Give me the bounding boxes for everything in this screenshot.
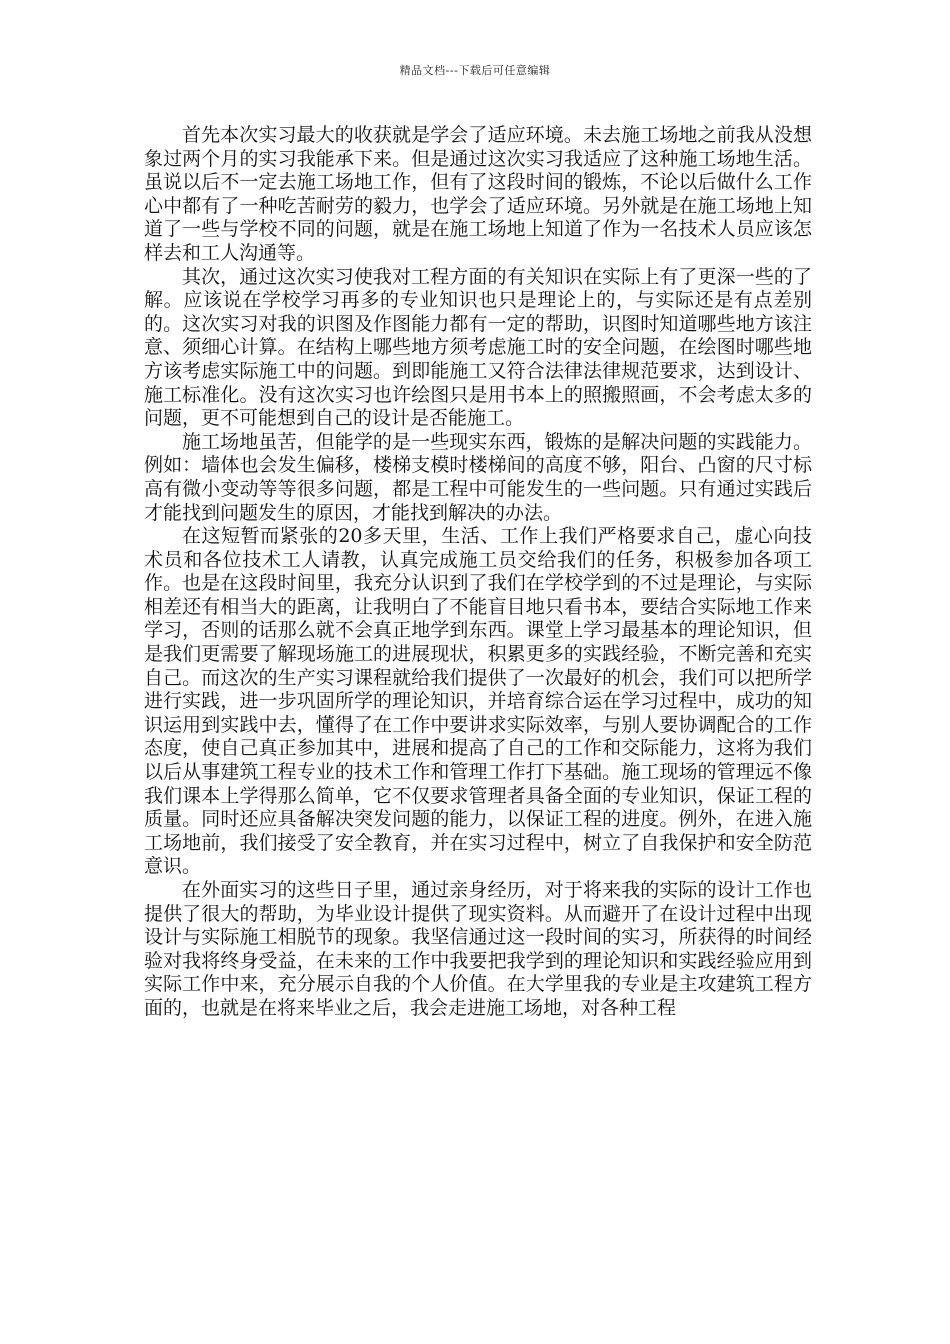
document-body bbox=[144, 124, 812, 1021]
paragraph-2: 其次，通过这次实习使我对工程方面的有关知识在实际上有了更深一些的了解。应该说在学校学习再多的专业知识也只是理论上的，与实际还是有点差别的。这次实习对我的识图及作图能力都有一定的帮助，识图时知道哪些地方该注意、须细心计算。在结构上哪些地方须考虑施工时的安全问题，在绘图时哪些地方该考虑实际施工中的问题。到即能施工又符合法律法律规范要求，达到设计、施工标准化。没有这次实习也许绘图只是用书本上的照搬照画，不会考虑太多的问题，更不可能想到自己的设计是否能施工。 bbox=[144, 265, 812, 430]
paragraph-3: 施工场地虽苦，但能学的是一些现实东西，锻炼的是解决问题的实践能力。例如：墙体也会发生偏移，楼梯支模时楼梯间的高度不够，阳台、凸窗的尺寸标高有微小变动等等很多问题，都是工程中可能发生的一些问题。只有通过实践后才能找到问题发生的原因，才能找到解决的办法。 bbox=[144, 430, 812, 524]
page-header: 精品文档---下载后可任意编辑 bbox=[399, 64, 551, 77]
paragraph-1: 首先本次实习最大的收获就是学会了适应环境。未去施工场地之前我从没想象过两个月的实习我能承下来。但是通过这次实习我适应了这种施工场地生活。虽说以后不一定去施工场地工作，但有了这段时间的锻炼，不论以后做什么工作心中都有了一种吃苦耐劳的毅力，也学会了适应环境。另外就是在施工场地上知道了一些与学校不同的问题，就是在施工场地上知道了作为一名技术人员应该怎样去和工人沟通等。 bbox=[144, 124, 812, 264]
paragraph-4: 在这短暂而紧张的20多天里，生活、工作上我们严格要求自己，虚心向技术员和各位技术工人请教，认真完成施工员交给我们的任务，积极参加各项工作。也是在这段时间里，我充分认识到了我们在学校学到的不过是理论，与实际相差还有相当大的距离，让我明白了不能盲目地只看书本，要结合实际地工作来学习，否则的话那么就不会真正地学到东西。课堂上学习最基本的理论知识，但是我们更需要了解现场施工的进展现状，积累更多的实践经验，不断完善和充实自己。而这次的生产实习课程就给我们提供了一次最好的机会，我们可以把所学进行实践，进一步巩固所学的理论知识，并培育综合运在学习过程中，成功的知识运用到实践中去，懂得了在工作中要讲求实际效率，与别人要协调配合的工作态度，使自己真正参加其中，进展和提高了自己的工作和交际能力，这将为我们以后从事建筑工程专业的技术工作和管理工作打下基础。施工现场的管理远不像我们课本上学得那么简单，它不仅要求管理者具备全面的专业知识，保证工程的质量。同时还应具备解决突发问题的能力，以保证工程的进度。例外，在进入施工场地前，我们接受了安全教育，并在实习过程中，树立了自我保护和安全防范意识。 bbox=[144, 525, 812, 878]
paragraph-5: 在外面实习的这些日子里，通过亲身经历，对于将来我的实际的设计工作也提供了很大的帮助，为毕业设计提供了现实资料。从而避开了在设计过程中出现设计与实际施工相脱节的现象。我坚信通过这一段时间的实习，所获得的时间经验对我将终身受益，在未来的工作中我要把我学到的理论知识和实践经验应用到实际工作中来，充分展示自我的个人价值。在大学里我的专业是主攻建筑工程方面的，也就是在将来毕业之后，我会走进施工场地，对各种工程 bbox=[144, 879, 812, 1019]
